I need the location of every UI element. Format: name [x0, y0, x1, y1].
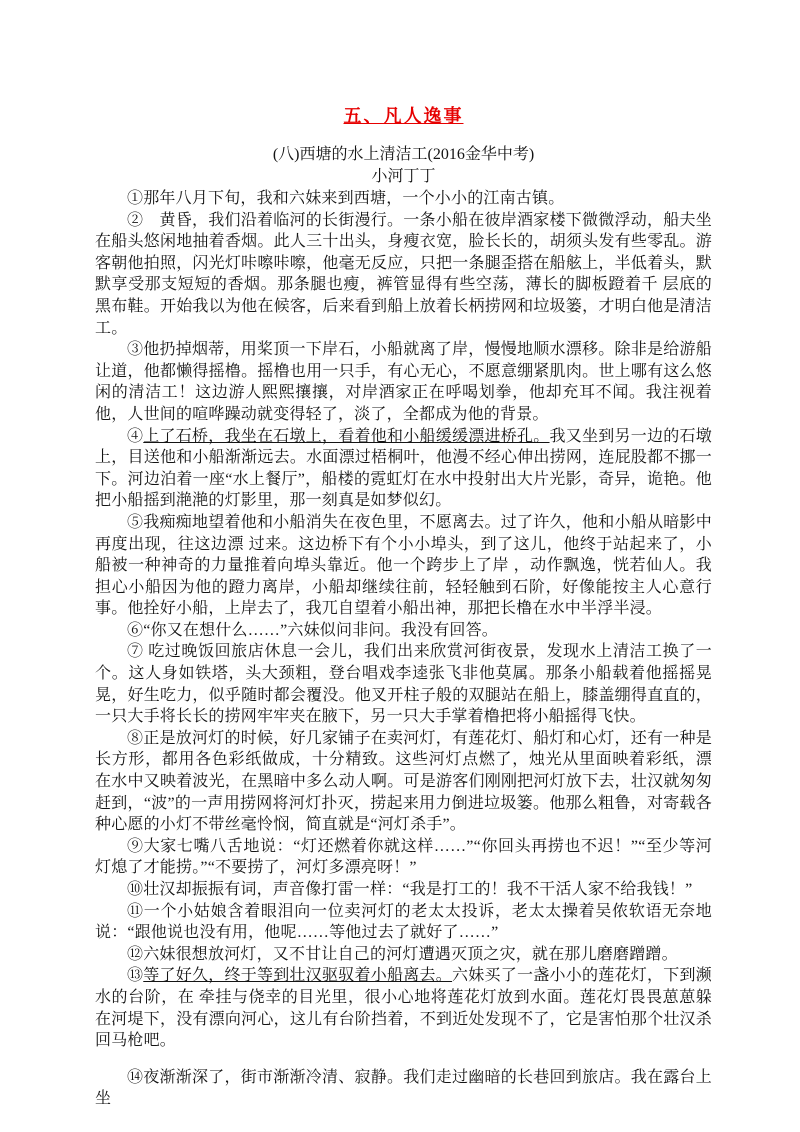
- page-title: 五、凡人逸事: [343, 106, 464, 126]
- paragraph: [95, 188, 712, 210]
- text-segment: ⑬: [127, 967, 144, 985]
- text-segment: ⑤我痴痴地望着他和小船消失在夜色里，不愿离去。过了许久，他和小船从暗影中再度出现，往这边漂 过来。这边桥下有个小小埠头，到了这儿，他终于站起来了，小船被一种神奇的力量推着向埠头靠近。他一个跨步上了岸 ，动作飘逸，恍若仙人。我担心小船因为他的蹬力离岸，小船却继续往前，轻轻触到石阶，好像能按主人心意行事。他拴好小船，上岸去了，我兀自望着小船出神，那把长橹在水中半浮半浸。: [95, 513, 712, 618]
- paragraph: [95, 1067, 712, 1110]
- text-segment: ③他扔掉烟蒂，用桨顶一下岸石，小船就离了岸，慢慢地顺水漂移。除非是给游船让道，他都懒得摇橹。摇橹也用一只手，有心无心，不愿意绷紧肌肉。世上哪有这么悠闲的清洁工！这边游人熙熙攘攘，对岸酒家正在呼喝划拳，他却充耳不闻。我注视着他，人世间的喧哗躁动就变得轻了，淡了，全都成为他的背景。: [95, 341, 712, 423]
- text-segment: 我又坐到另一边的石墩上，目送他和小船渐渐远去。水面漂过梧桐叶，他漫不经心伸出捞网，连屁股都不挪一下。河边泊着一座“水上餐厅”，船楼的霓虹灯在水中投射出大片光影，奇异，诡艳。他把小船摇到滟滟的灯影里，那一刻真是如梦似幻。: [95, 427, 712, 510]
- text-segment: ⑪一个小姑娘含着眼泪向一位卖河灯的老太太投诉，老太太操着吴侬软语无奈地说：“跟他说也没有用，他呢……等他过去了就好了……”: [95, 902, 712, 942]
- article-author: 小河丁丁: [371, 168, 436, 185]
- text-segment: ⑧正是放河灯的时候，好几家铺子在卖河灯，有莲花灯、船灯和心灯，还有一种是长方形，都用各色彩纸做成，十分精致。这些河灯点燃了，烛光从里面映着彩纸，漂 在水中又映着波光，在黑暗中多么动人啊。可是游客们刚刚把河灯放下去，壮汉就匆匆赶到，“波”的一声用捞网将河灯扑灭，捞起来用力倒进垃圾篓。他那么粗鲁，对寄载各种心愿的小灯不带丝毫怜悯，简直就是“河灯杀手”。: [95, 729, 712, 834]
- text-segment: ⑨大家七嘴八舌地说：“灯还燃着你就这样……”“你回头再捞也不迟！”“至少等河灯熄了才能捞。”“不要捞了，河灯多漂亮呀！”: [95, 837, 712, 877]
- article-subtitle: (八)西塘的水上清洁工(2016金华中考): [272, 146, 535, 163]
- paragraph: [95, 728, 712, 836]
- paragraph: [95, 879, 712, 901]
- text-segment: ⑫六妹很想放河灯，又不甘让自己的河灯遭遇灭顶之灾，就在那儿磨磨蹭蹭。: [127, 945, 678, 963]
- paragraph: [95, 512, 712, 620]
- text-segment: ①那年八月下旬，我和六妹来到西塘，一个小小的江南古镇。: [127, 190, 565, 207]
- text-segment: 六妹买了一盏小小的莲花灯，下到濒水的台阶，在 牵挂与侥幸的目光里，很小心地将莲花灯放到水面。莲花灯畏畏葸葸躲在河堤下，没有漂向河心，这儿有台阶挡着，不到近处发现不了，它是害怕那个壮汉杀回马枪吧。: [95, 967, 713, 1050]
- text-segment: ④: [127, 427, 144, 445]
- paragraph: [95, 620, 712, 642]
- paragraph: [95, 944, 712, 966]
- underlined-sentence: 等了好久，终于等到壮汉驱驭着小船离去。: [143, 967, 453, 985]
- text-segment: ⑩壮汉却振振有词，声音像打雷一样：“我是打工的！我不干活人家不给我钱！”: [127, 881, 693, 898]
- paragraph: [95, 965, 712, 1051]
- article-body: [95, 188, 712, 1110]
- underlined-sentence: 上了石桥，我坐在石墩上，看着他和小船缓缓漂进桥孔。: [143, 427, 550, 445]
- paragraph: [95, 836, 712, 879]
- paragraph: [95, 901, 712, 944]
- paragraph: [95, 641, 712, 727]
- text-segment: ⑭夜渐渐深了，街市渐渐冷清、寂静。我们走过幽暗的长巷回到旅店。我在露台上坐: [95, 1068, 712, 1108]
- text-segment: ⑦ 吃过晚饭回旅店休息一会儿，我们出来欣赏河街夜景，发现水上清洁工换了一个。这人身如铁塔，头大颈粗，登台唱戏李逵张飞非他莫属。那条小船载着他摇摇晃 晃，好生吃力，似乎随时都会覆没。他叉开柱子般的双腿站在船上，膝盖绷得直直的，一只大手将长长的捞网牢牢夹在腋下，另一只大手掌着橹把将小船摇得飞快。: [95, 643, 712, 726]
- text-segment: ⑥“你又在想什么……”六妹似问非问。我没有回答。: [127, 621, 499, 639]
- paragraph: [95, 339, 712, 425]
- text-segment: ② 黄昏，我们沿着临河的长街漫行。一条小船在彼岸酒家楼下微微浮动，船夫坐在船头悠闲地抽着香烟。此人三十出头，身瘦衣宽，脸长长的，胡须头发有些零乱。游客朝他拍照，闪光灯咔嚓咔嚓，他毫无反应，只把一条腿歪搭在船舷上，半低着头，默默享受那支短短的香烟。那条腿也瘦，裤管显得有些空荡，薄长的脚板蹬着千 层底的黑布鞋。开始我以为他在候客，后来看到船上放着长柄捞网和垃圾篓，才明白他是清洁工。: [95, 211, 712, 337]
- paragraph: [95, 210, 712, 340]
- paragraph: [95, 426, 712, 512]
